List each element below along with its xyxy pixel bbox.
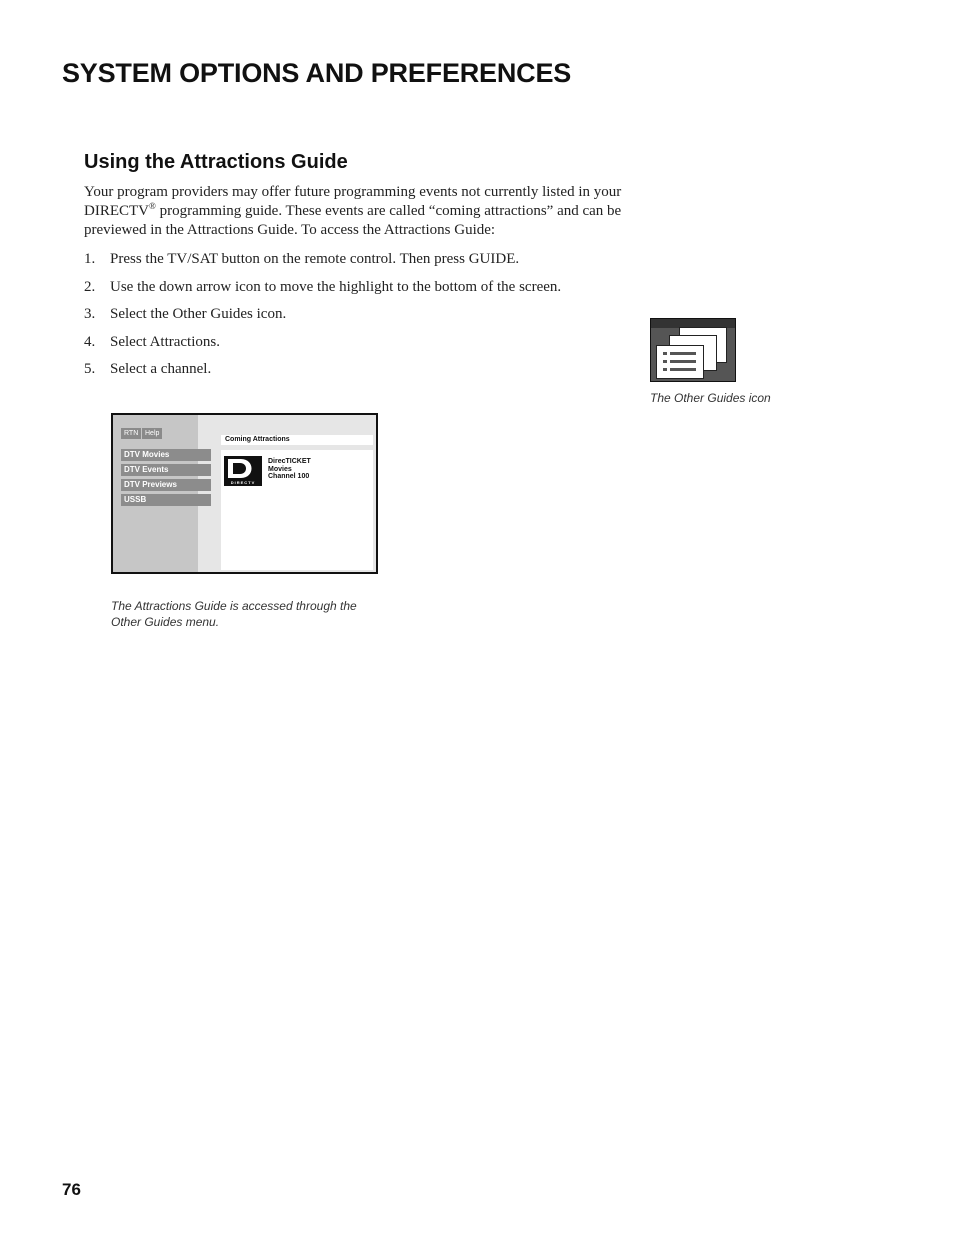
directv-logo-icon [224,456,262,486]
intro-paragraph [84,183,644,240]
step-number: 1. [84,251,96,268]
page-title: SYSTEM OPTIONS AND PREFERENCES [62,58,572,88]
step-text: Use the down arrow icon to move the highlight to the bottom of the screen. [110,278,562,295]
step-number: 3. [84,306,96,323]
menu-item-dtv-previews[interactable]: DTV Previews [121,479,211,491]
step-item [84,301,644,329]
step-item [84,246,644,274]
menu-item-dtv-events[interactable]: DTV Events [121,464,211,476]
screen-caption-line2: Other Guides menu. [111,615,220,629]
step-text: Press the TV/SAT button on the remote control. Then press GUIDE. [110,251,520,268]
step-text: Select a channel. [110,361,212,378]
screen-caption-line1: The Attractions Guide is accessed through the [111,599,357,613]
page-number: 76 [62,1180,81,1199]
attractions-listing[interactable] [221,450,373,570]
step-item [84,329,644,357]
intro-text-part2: programming guide. These events are called “coming attractions” and can be previewed in the Attractions Guide. To access the Attractions Guide: [84,203,622,238]
step-text: Select Attractions. [110,333,220,350]
listing-line: Movies [268,465,292,473]
help-button[interactable]: Help [142,428,162,439]
intro-text-part1: Your program providers may offer future programming events not currently listed in your DIRECTV [84,184,622,219]
step-item [84,274,644,302]
screen-caption [111,598,357,630]
listing-line: Channel 100 [268,473,310,480]
menu-item-ussb[interactable]: USSB [121,494,211,506]
section-title: Using the Attractions Guide [84,151,348,173]
rtn-button[interactable]: RTN [121,428,141,439]
attractions-guide-screen [111,413,378,574]
directv-logo-text: DIRECTV [230,480,256,485]
step-number: 4. [84,333,96,350]
listing-line: DirecTICKET [268,458,311,465]
step-text: Select the Other Guides icon. [110,306,287,323]
registered-mark: ® [149,201,156,211]
step-number: 5. [84,361,96,378]
channel-info [268,458,311,481]
step-number: 2. [84,278,96,295]
coming-attractions-header: Coming Attractions [221,435,373,445]
step-item [84,356,644,384]
other-guides-icon [650,318,736,382]
icon-caption: The Other Guides icon [650,391,771,405]
steps-list [84,246,644,384]
menu-item-dtv-movies[interactable]: DTV Movies [121,449,211,461]
